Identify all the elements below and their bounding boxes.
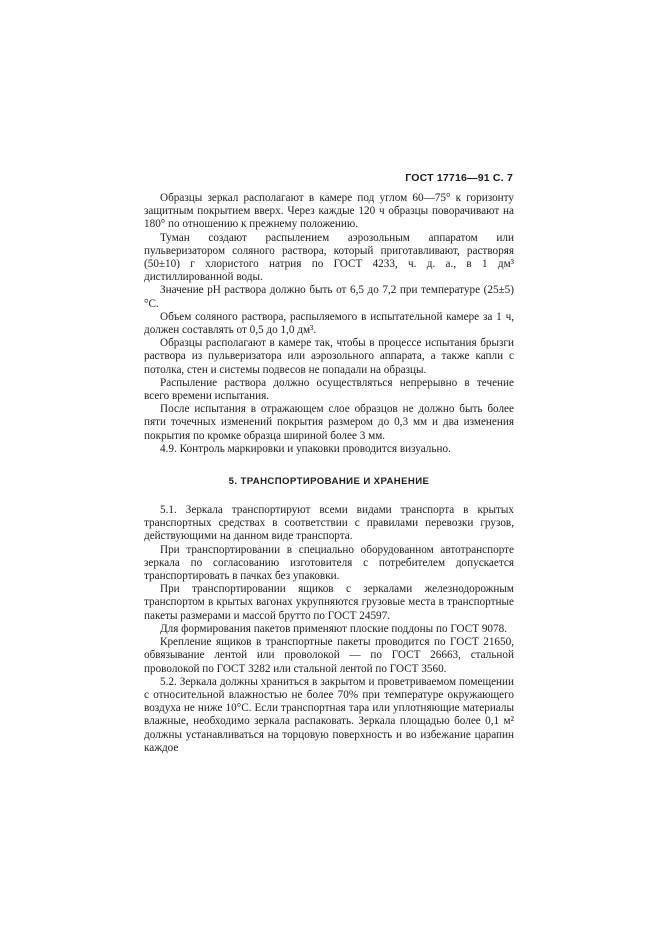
paragraph: Образцы располагают в камере так, чтобы в процессе испытания брызги раствора из пульверизатора или аэрозольного аппарата, а также капли с потолка, стен и системы подвесов не попадали на образцы. [144, 337, 514, 376]
paragraph: 5.2. Зеркала должны храниться в закрытом и проветриваемом помещении с относительной влажностью не более 70% при температуре окружающего воздуха не ниже 10°С. Если транспортная тара или уплотняющие материалы влажные, необходимо зеркала распаковать. Зеркала площадью более 0,1 м² должны устанавливаться на торцовую поверхность и во избежание царапин каждое [144, 675, 514, 754]
paragraph: 5.1. Зеркала транспортируют всеми видами транспорта в крытых транспортных средствах в соответствии с правилами перевозки грузов, действующими на данном виде транспорта. [144, 504, 514, 543]
paragraph: Туман создают распылением аэрозольным аппаратом или пульверизатором соляного раствора, который приготавливают, растворяя (50±10) г хлористого натрия по ГОСТ 4233, ч. д. а., в 1 дм³ дистиллированной воды. [144, 231, 514, 284]
paragraph: После испытания в отражающем слое образцов не должно быть более пяти точечных изменений покрытия размером до 0,3 мм и два изменения покрытия по кромке образца шириной более 3 мм. [144, 403, 514, 442]
paragraph: При транспортировании ящиков с зеркалами железнодорожным транспортом в крытых вагонах укрупняются грузовые места в транспортные пакеты размерами и массой брутто по ГОСТ 24597. [144, 583, 514, 622]
paragraph: При транспортировании в специально оборудованном автотранспорте зеркала по согласованию изготовителя с потребителем допускается транспортировать в пачках без упаковки. [144, 543, 514, 583]
paragraph: Объем соляного раствора, распыляемого в испытательной камере за 1 ч, должен составлять от 0,5 до 1,0 дм³. [144, 310, 514, 337]
paragraph: Крепление ящиков в транспортные пакеты проводится по ГОСТ 21650, обвязывание лентой или проволокой — по ГОСТ 26663, стальной проволокой по ГОСТ 3282 или стальной лентой по ГОСТ 3560. [144, 636, 514, 675]
paragraph: Значение рН раствора должно быть от 6,5 до 7,2 при температуре (25±5)°С. [144, 284, 514, 310]
paragraph: Для формирования пакетов применяют плоские поддоны по ГОСТ 9078. [160, 622, 508, 635]
page-header: ГОСТ 17716—91 С. 7 [405, 172, 513, 184]
paragraph: 4.9. Контроль маркировки и упаковки проводится визуально. [160, 442, 451, 455]
body-text [144, 192, 514, 755]
section-heading: 5. ТРАНСПОРТИРОВАНИЕ И ХРАНЕНИЕ [228, 476, 430, 488]
paragraph: Распыление раствора должно осуществляться непрерывно в течение всего времени испытания. [144, 376, 514, 403]
paragraph: Образцы зеркал располагают в камере под углом 60—75° к горизонту защитным покрытием вверх. Через каждые 120 ч образцы поворачивают на 180° по отношению к прежнему положению. [144, 192, 514, 231]
